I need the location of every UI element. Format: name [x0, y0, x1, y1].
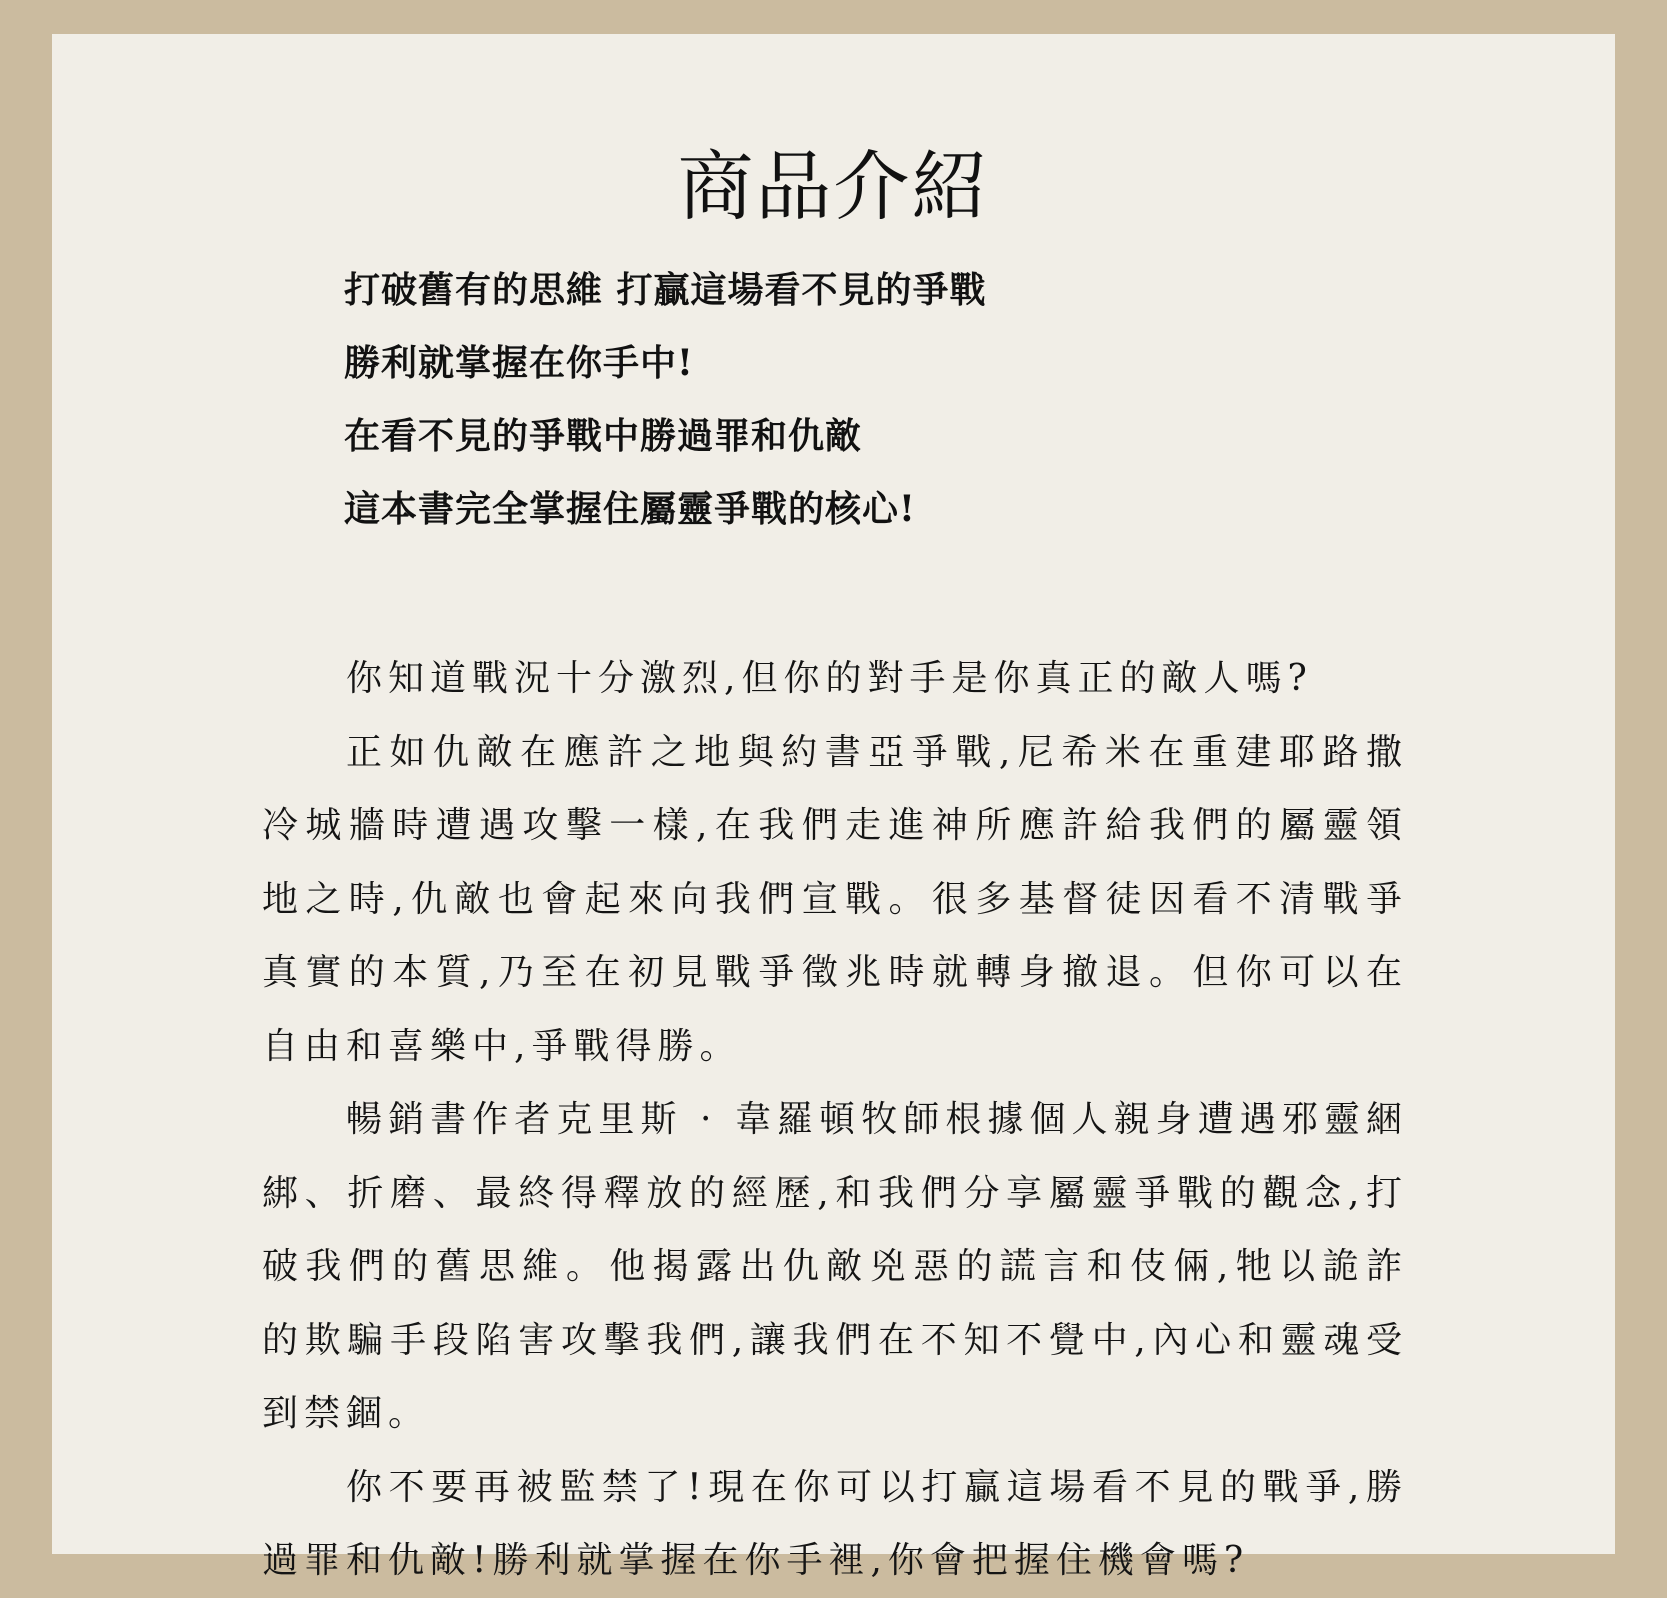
- description-paragraph: 正如仇敵在應許之地與約書亞爭戰,尼希米在重建耶路撒冷城牆時遭遇攻擊一樣,在我們走進神所應許給我們的屬靈領地之時,仇敵也會起來向我們宣戰。很多基督徒因看不清戰爭真實的本質,乃至在初見戰爭徵兆時就轉身撤退。但你可以在自由和喜樂中,爭戰得勝。: [262, 731, 1408, 1067]
- description-paragraph: 你不要再被監禁了!現在你可以打贏這場看不見的戰爭,勝過罪和仇敵!勝利就掌握在你手裡,你會把握住機會嗎?: [262, 1466, 1408, 1581]
- headline-item: 勝利就掌握在你手中!: [344, 342, 694, 384]
- page-title: 商品介紹: [677, 142, 990, 231]
- description-paragraph: 暢銷書作者克里斯 · 韋羅頓牧師根據個人親身遭遇邪靈綑綁、折磨、最終得釋放的經歷,和我們分享屬靈爭戰的觀念,打破我們的舊思維。他揭露出仇敵兇惡的謊言和伎倆,牠以詭詐的欺騙手段陷害攻擊我們,讓我們在不知不覺中,內心和靈魂受到禁錮。: [262, 1099, 1408, 1434]
- headline-item: 在看不見的爭戰中勝過罪和仇敵: [344, 415, 863, 457]
- description-body: [262, 642, 1408, 1598]
- headline-item: 打破舊有的思維 打贏這場看不見的爭戰: [344, 269, 987, 311]
- description-paragraph: 你知道戰況十分激烈,但你的對手是你真正的敵人嗎?: [346, 658, 1313, 699]
- headline-list: [344, 254, 1344, 546]
- headline-item: 這本書完全掌握住屬靈爭戰的核心!: [344, 488, 916, 530]
- product-intro-panel: [52, 34, 1615, 1581]
